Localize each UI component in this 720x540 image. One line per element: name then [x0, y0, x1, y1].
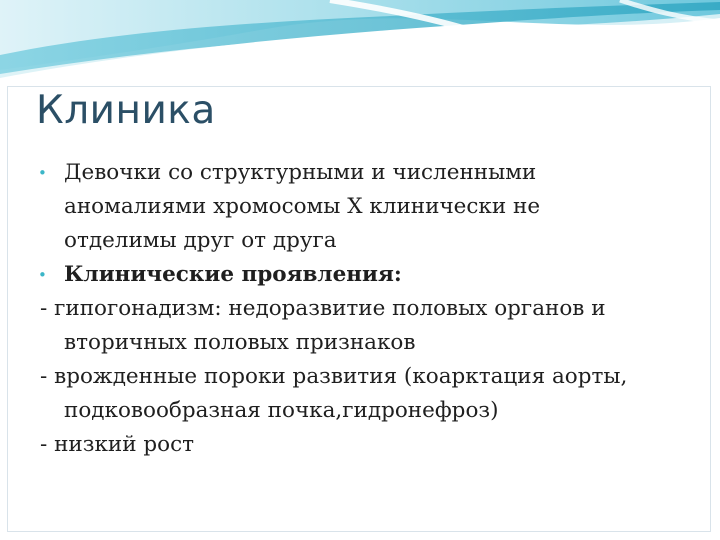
dash-item: - низкий рост — [40, 432, 195, 457]
bullet-icon: • — [38, 266, 47, 284]
bullet-text-continuation: аномалиями хромосомы X клинически не — [64, 194, 541, 219]
dash-item: - врожденные пороки развития (коарктация аорты, — [40, 364, 628, 389]
slide-title: Клиника — [36, 88, 216, 133]
bullet-text-continuation: отделимы друг от друга — [64, 228, 337, 253]
dash-item-continuation: подковообразная почка,гидронефроз) — [64, 398, 499, 423]
bullet-heading: Клинические проявления: — [64, 262, 402, 287]
bullet-item — [36, 156, 696, 190]
bullet-icon: • — [38, 164, 47, 182]
decorative-wave-header — [0, 0, 720, 90]
dash-item-continuation: вторичных половых признаков — [64, 330, 416, 355]
slide-body — [36, 156, 696, 462]
dash-item: - гипогонадизм: недоразвитие половых органов и — [40, 296, 606, 321]
bullet-text: Девочки со структурными и численными — [64, 160, 537, 185]
bullet-item — [36, 258, 696, 292]
